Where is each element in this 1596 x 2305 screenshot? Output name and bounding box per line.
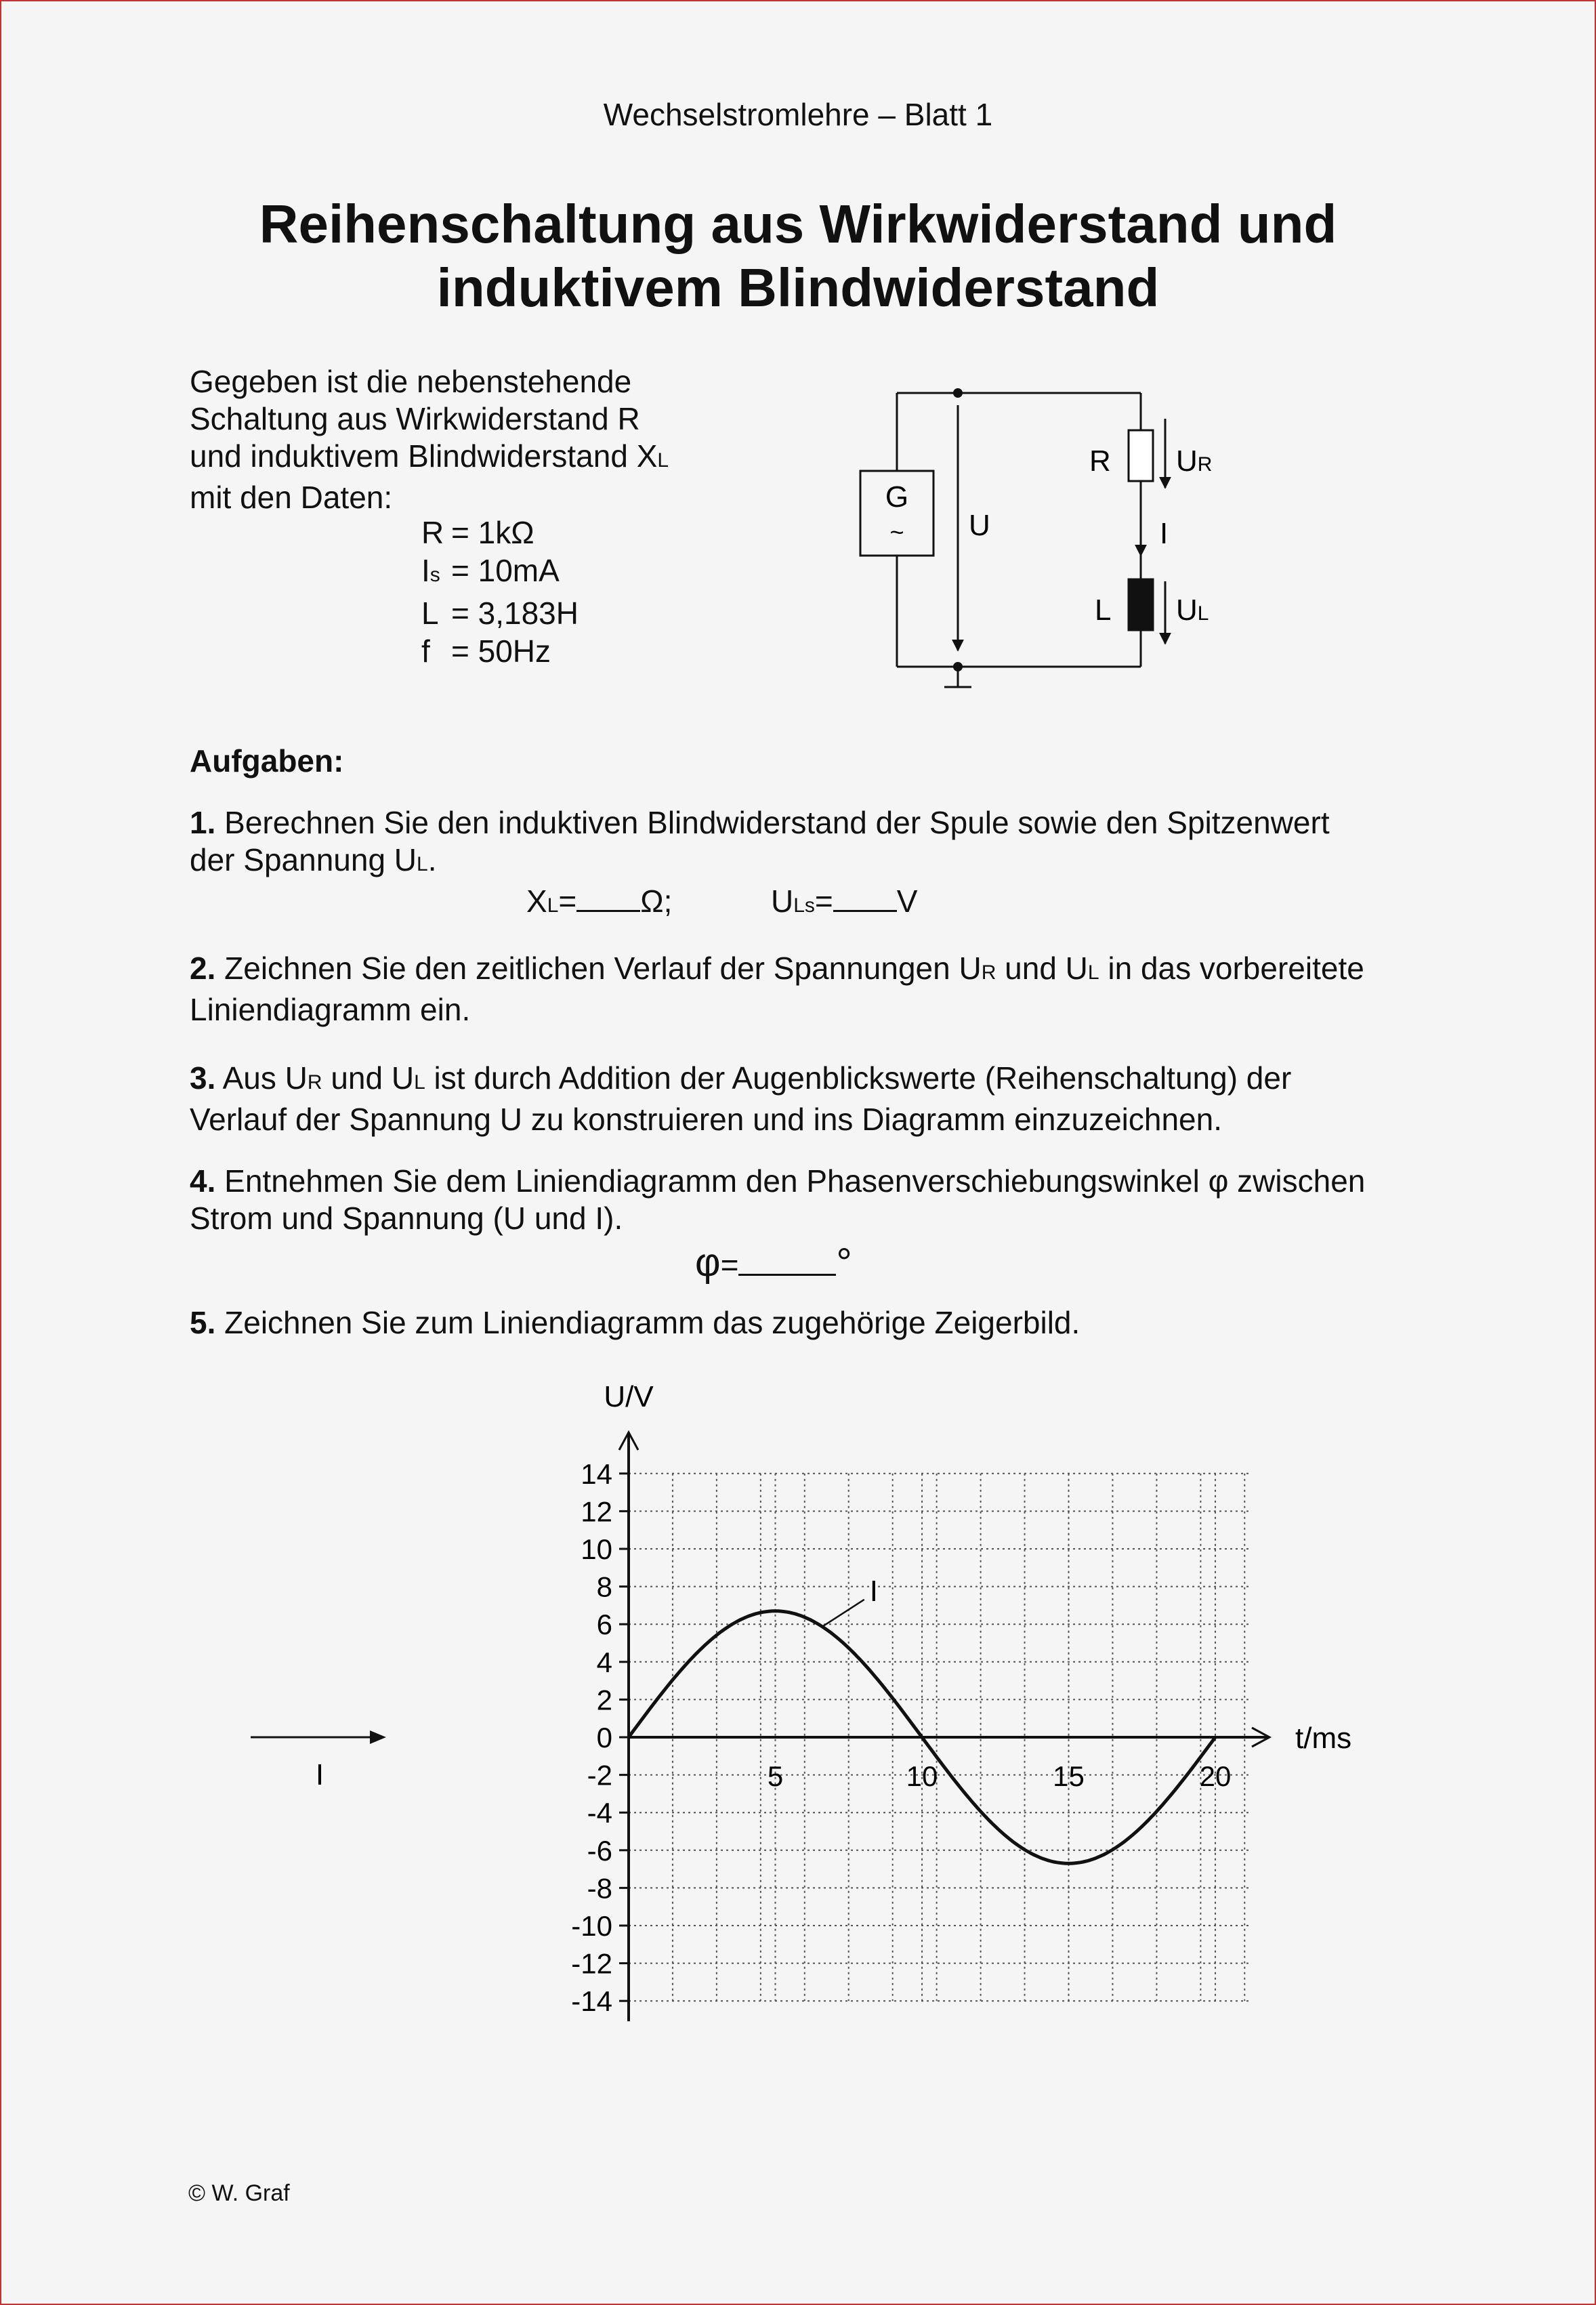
node-dot: [953, 388, 963, 398]
task-text: Entnehmen Sie dem Liniendiagramm den Phasenverschiebungswinkel φ zwischen: [224, 1163, 1366, 1199]
label-u: U: [969, 509, 990, 542]
label-ur: UR: [1176, 444, 1213, 478]
answer-xl-sub: L: [547, 894, 559, 917]
task-sub: R: [981, 961, 996, 984]
y-tick-label: -6: [587, 1834, 612, 1867]
y-tick-labels: [571, 1458, 629, 2017]
inductor-symbol: [1129, 579, 1153, 630]
task-number: 3.: [190, 1060, 216, 1096]
task-text: in das vorbereitete: [1099, 951, 1364, 986]
task-5: [190, 1304, 1409, 1342]
task-text: der Spannung U: [190, 842, 417, 877]
param-value: = 3,183H: [451, 596, 579, 631]
page-title: [0, 192, 1596, 320]
param-row: [421, 594, 579, 632]
y-tick-label: 6: [596, 1608, 612, 1641]
answer-uls-label: U: [770, 884, 794, 919]
phasor-diagram: [244, 1721, 393, 1795]
param-symbol: f: [421, 634, 430, 669]
series-label-current: I: [869, 1574, 879, 1608]
answer-uls-eq: =: [814, 884, 833, 919]
x-tick-label: 10: [906, 1760, 938, 1792]
title-line-2: induktivem Blindwiderstand: [436, 257, 1160, 318]
answer-uls-blank[interactable]: [833, 883, 897, 912]
task-text: Berechnen Sie den induktiven Blindwiderstand der Spule sowie den Spitzenwert: [224, 805, 1330, 840]
answer-xl-label: X: [526, 884, 547, 919]
task-text: Zeichnen Sie zum Liniendiagramm das zugehörige Zeigerbild.: [224, 1305, 1080, 1340]
task-2-cont: Liniendiagramm ein.: [190, 992, 471, 1027]
task-3: [190, 1060, 1409, 1101]
y-tick-label: 12: [581, 1495, 612, 1528]
footer-copyright: © W. Graf: [188, 2180, 290, 2206]
task-number: 4.: [190, 1163, 216, 1199]
task-sub: L: [414, 1071, 425, 1094]
param-value: = 10mA: [451, 553, 560, 588]
task-sub: R: [307, 1071, 322, 1094]
y-tick-label: -8: [587, 1872, 612, 1905]
answer-phi-eq: =: [720, 1247, 739, 1283]
intro-line-3: [190, 438, 669, 479]
sheet-header: Wechselstromlehre – Blatt 1: [603, 97, 993, 132]
node-dot: [953, 662, 963, 671]
task-text: Aus U: [222, 1060, 308, 1096]
x-axis-label: t/ms: [1295, 1722, 1352, 1755]
y-tick-label: -2: [587, 1759, 612, 1791]
y-tick-label: -4: [587, 1797, 612, 1829]
phasor-label-i: I: [315, 1758, 324, 1791]
y-tick-label: -12: [571, 1947, 612, 1980]
task-4: [190, 1163, 1409, 1200]
task-sub: L: [417, 853, 428, 875]
param-symbol: R: [421, 515, 444, 550]
tasks-section: [190, 743, 1409, 1342]
generator-label: G: [885, 480, 909, 514]
task-text: Zeichnen Sie den zeitlichen Verlauf der Spannungen U: [224, 951, 982, 986]
intro-line-3-text: und induktivem Blindwiderstand X: [190, 438, 658, 474]
answer-phi-degree: °: [836, 1241, 852, 1285]
param-symbol: I: [421, 553, 430, 588]
x-tick-label: 20: [1199, 1760, 1232, 1792]
task-4-cont: Strom und Spannung (U und I).: [190, 1201, 623, 1236]
x-tick-labels: [768, 1760, 1232, 1792]
answer-phi-label: φ: [695, 1241, 721, 1285]
x-tick-label: 15: [1053, 1760, 1085, 1792]
param-subscript: s: [429, 564, 440, 586]
chart-axes: [619, 1432, 1269, 2021]
task-number: 1.: [190, 805, 216, 840]
tasks-heading: Aufgaben:: [190, 743, 344, 778]
task-sub: L: [1087, 961, 1099, 984]
task-3-cont: Verlauf der Spannung U zu konstruieren und ins Diagramm einzuzeichnen.: [190, 1102, 1222, 1137]
answer-xl-blank[interactable]: [576, 883, 640, 912]
intro-line-4: mit den Daten:: [190, 480, 393, 515]
generator-symbol: ~: [889, 518, 904, 546]
param-row: [421, 514, 579, 552]
intro-text: [190, 363, 669, 516]
param-row: [421, 552, 579, 594]
task-1: [190, 804, 1409, 842]
param-symbol: L: [421, 596, 439, 631]
task-1-cont: [190, 842, 1409, 883]
given-values: [421, 514, 579, 670]
label-r: R: [1089, 444, 1111, 478]
label-l: L: [1095, 594, 1112, 627]
answer-uls-unit: V: [896, 884, 918, 919]
task-number: 2.: [190, 951, 216, 986]
intro-line-2: Schaltung aus Wirkwiderstand R: [190, 401, 640, 436]
answer-phi-blank[interactable]: [738, 1247, 836, 1276]
circuit-diagram: [840, 366, 1233, 705]
answer-uls-sub: Ls: [793, 894, 815, 917]
y-tick-label: 10: [581, 1533, 612, 1565]
task-text: ist durch Addition der Augenblickswerte (Reihenschaltung) der: [425, 1060, 1292, 1096]
task-text: und U: [322, 1060, 415, 1096]
intro-line-1: Gegeben ist die nebenstehende: [190, 364, 632, 399]
param-value: = 1kΩ: [451, 515, 534, 550]
task-number: 5.: [190, 1305, 216, 1340]
task-4-answer: [190, 1241, 1409, 1285]
line-diagram: [528, 1355, 1382, 2046]
y-tick-label: 0: [596, 1722, 612, 1753]
y-tick-label: 8: [596, 1571, 612, 1603]
resistor-symbol: [1129, 430, 1153, 481]
intro-line-3-sub: L: [657, 449, 669, 472]
param-value: = 50Hz: [451, 634, 551, 669]
y-tick-label: 4: [596, 1646, 612, 1678]
y-tick-label: -10: [571, 1910, 612, 1942]
answer-xl-unit: Ω;: [640, 884, 673, 919]
param-row: [421, 632, 579, 670]
task-2: [190, 950, 1409, 991]
y-axis-label: U/V: [604, 1380, 654, 1413]
task-text: .: [427, 842, 437, 877]
y-tick-label: 2: [596, 1684, 612, 1716]
y-tick-label: 14: [581, 1457, 612, 1490]
task-text: und U: [996, 951, 1088, 986]
x-tick-label: 5: [767, 1760, 784, 1792]
series-label-leader: [822, 1600, 864, 1627]
task-1-answers: [190, 883, 1409, 924]
phasor-arrow-head: [370, 1730, 386, 1744]
label-ul: UL: [1176, 594, 1209, 627]
label-i: I: [1160, 517, 1169, 550]
answer-xl-eq: =: [558, 884, 577, 919]
title-line-1: Reihenschaltung aus Wirkwiderstand und: [259, 194, 1337, 254]
y-tick-label: -14: [571, 1985, 612, 2018]
